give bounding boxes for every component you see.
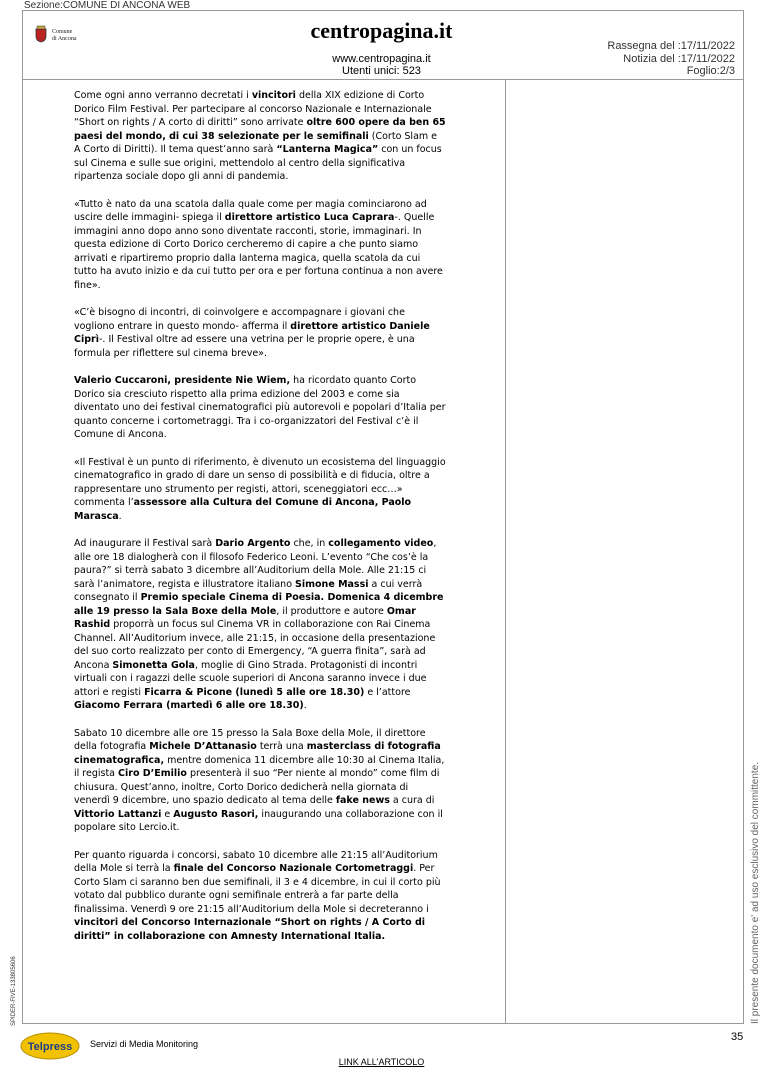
text-run: . [118,510,122,522]
bold-run: Ciro D’Emilio [118,768,187,779]
bold-run: Dario Argento [215,538,291,549]
media-monitoring: Servizi di Media Monitoring [90,1039,199,1049]
article-paragraph [74,537,446,713]
article-paragraph [74,306,446,360]
text-run: a cui verrà consegnato il [74,578,423,603]
bold-run: Valerio Cuccaroni, presidente Nie Wiem, [74,375,291,386]
article-paragraph [74,374,446,442]
bold-run: assessore alla Cultura del Comune di Ancona, Paolo Marasca [74,497,412,522]
bold-run: vincitori [251,90,296,101]
bold-run: oltre 600 opere da ben 65 paesi del mondo, di cui 38 selezionate per le semifinali [74,117,446,142]
telpress-wordmark: Telpress [27,1041,73,1053]
text-run: che, in [290,538,329,549]
bold-run: Michele D’Attanasio [149,741,257,752]
text-run: ha ricordato quanto Corto Dorico sia cresciuto rispetto alla prima edizione del 2003 e come sia diventato uno dei festival cinematografici più autorevoli e popolari d’Italia per quanto concerne i cortometraggi. Tra i co-organizzatori del Festival c’è il Comune di Ancona. [74,375,446,440]
text-run: «C’è bisogno di incontri, di coinvolgere e accompagnare i giovani che vogliono entrare in questo mondo- afferma il [74,307,405,332]
article-body [74,89,446,957]
text-run: con un focus sul Cinema e sulle sue origini, mettendolo al centro della significativa ripartenza sociale dopo gli anni di pandemia. [74,144,442,182]
meta-block [607,40,735,78]
text-run: . [303,700,307,711]
text-run: mentre domenica 11 dicembre alle 10:30 al Cinema Italia, il regista [74,754,445,779]
section-label: Sezione:COMUNE DI ANCONA WEB [24,0,191,11]
text-run: proporrà un focus sul Cinema VR in collaborazione con Rai Cinema Channel. All’Auditorium invece, alle 21:15, in occasione della presentazione del suo corto realizzato per conto di Emergency, “A guerra finita”, sarà ad Ancona [74,619,436,671]
text-run: -. Quelle immagini anno dopo anno sono diventate racconti, storie, immaginari. In questa edizione di Corto Dorico cercheremo di capire a che punto siamo arrivati e ripartiremo proprio dalla lanterna magica, quella scatola da cui tutto ha avuto inizio e da cui tutto per ora e per fortuna continua a non avere fine». [74,212,443,291]
bold-run: “Lanterna Magica” [276,144,379,155]
bold-run: Vittorio Lattanzi [74,808,162,820]
unique-users: Utenti unici: 523 [342,65,421,77]
text-run: , moglie di Gino Strada. Protagonisti di incontri virtuali con i ragazzi delle scuole superiori di Ancona saranno invece i due attori e registi [74,659,427,698]
bold-run: Simone Massi [295,578,369,590]
text-run: Per quanto riguarda i concorsi, sabato 10 dicembre alle 21:15 all’Auditorium della Mole si terrà la [74,849,438,874]
text-run: Ad inaugurare il Festival sarà [74,538,216,549]
text-run: e [161,808,174,820]
masthead: centropagina.it [310,18,453,43]
article-paragraph [74,198,446,293]
bold-run: vincitori del Concorso Internazionale “Short on rights / A Corto di diritti” in collaborazione con Amnesty International Italia. [74,917,426,942]
bold-run: masterclass di fotografia cinematografica, [74,741,441,766]
side-note-text: Il presente documento e' ad uso esclusivo del committente. [750,761,761,1024]
text-run: (Corto Slam e A Corto di Diritti). Il tema quest’anno sarà [74,130,438,155]
side-note [743,761,761,1024]
page-number: 35 [731,1031,744,1043]
logo-line-2: di Ancona [52,36,77,42]
text-run: inaugurando una collaborazione con il popolare sito Lercio.it. [74,808,443,833]
text-run: e l’attore [364,686,411,698]
column-divider [505,80,506,1024]
spider-id [6,951,16,1026]
text-run: presenterà il suo “Per niente al mondo” come film di chiusura. Quest’anno, inoltre, Corto Dorico dedicherà nella giornata di venerdì 9 dicembre, uno spazio dedicato al tema delle [74,768,440,806]
text-run: «Il Festival è un punto di riferimento, è divenuto un ecosistema del linguaggio cinematografico in grado di dare un senso di possibilità e di fiducia, oltre a rappresentare uno strumento per registi, attori, sceneggiatori ecc…» commenta l’ [74,456,446,508]
logo-line-1: Comune [52,29,73,35]
bold-run: Omar Rashid [74,605,416,630]
article-paragraph [74,849,446,944]
telpress-logo [20,1032,80,1060]
bold-run: Simonetta Gola [112,659,195,671]
text-run: Sabato 10 dicembre alle ore 15 presso la Sala Boxe della Mole, il direttore della fotografia [74,727,426,752]
text-run: a cura di [389,795,435,806]
rassegna-date: Rassegna del :17/11/2022 [607,40,735,52]
bold-run: Augusto Rasori, [173,808,259,820]
site-url: www.centropagina.it [332,53,431,65]
text-run: «Tutto è nato da una scatola dalla quale come per magia cominciarono ad uscire delle immagini- spiega il [74,198,427,223]
bold-run: finale del Concorso Nazionale Cortometraggi [173,863,414,874]
text-run: della XIX edizione di Corto Dorico Film Festival. Per partecipare al concorso Nazionale e Internazionale “Short on rights / A corto di diritti” sono arrivate [74,90,432,128]
bold-run: Ficarra & Picone (lunedì 5 alle ore 18.30) [144,686,365,698]
article-paragraph [74,89,446,184]
article-paragraph [74,727,446,835]
foglio: Foglio:2/3 [686,65,735,77]
bold-run: fake news [335,795,390,806]
text-run: Come ogni anno verranno decretati i [74,90,252,101]
bold-run: Giacomo Ferrara (martedì 6 alle ore 18.30) [74,700,304,711]
text-run: . Per Corto Slam ci saranno ben due semifinali, il 3 e 4 dicembre, in cui il corto più votato dal pubblico durante ogni semifinale entrerà a far parte della finalissima. Venerdì 9 ore 21:15 all’Auditorium della Mole si decreteranno i [74,863,441,915]
article-link[interactable]: LINK ALL'ARTICOLO [338,1057,425,1067]
notizia-date: Notizia del :17/11/2022 [623,52,735,65]
bold-run: direttore artistico Luca Caprara [224,212,395,223]
text-run: , alle ore 18 dialogherà con il filosofo Federico Leoni. L’evento “Che cos’è la paura?” si terrà sabato 3 dicembre all’Auditorium della Mole. Alle 21:15 ci sarà l’animatore, regista e illustratore italiano [74,538,437,590]
article-paragraph [74,456,446,524]
text-run: , il produttore e autore [276,605,387,617]
bold-run: direttore artistico Daniele Ciprì [74,320,430,345]
bold-run: collegamento video [328,538,434,549]
spider-id-text: SPIDER-FIVE-133805606 [11,956,17,1026]
text-run: -. Il Festival oltre ad essere una vetrina per le proprie opere, è una formula per riflettere sul cinema breve». [74,334,415,359]
text-run: terrà una [256,741,307,752]
bold-run: Premio speciale Cinema di Poesia. Domenica 4 dicembre alle 19 presso la Sala Boxe della Mole [74,592,444,617]
